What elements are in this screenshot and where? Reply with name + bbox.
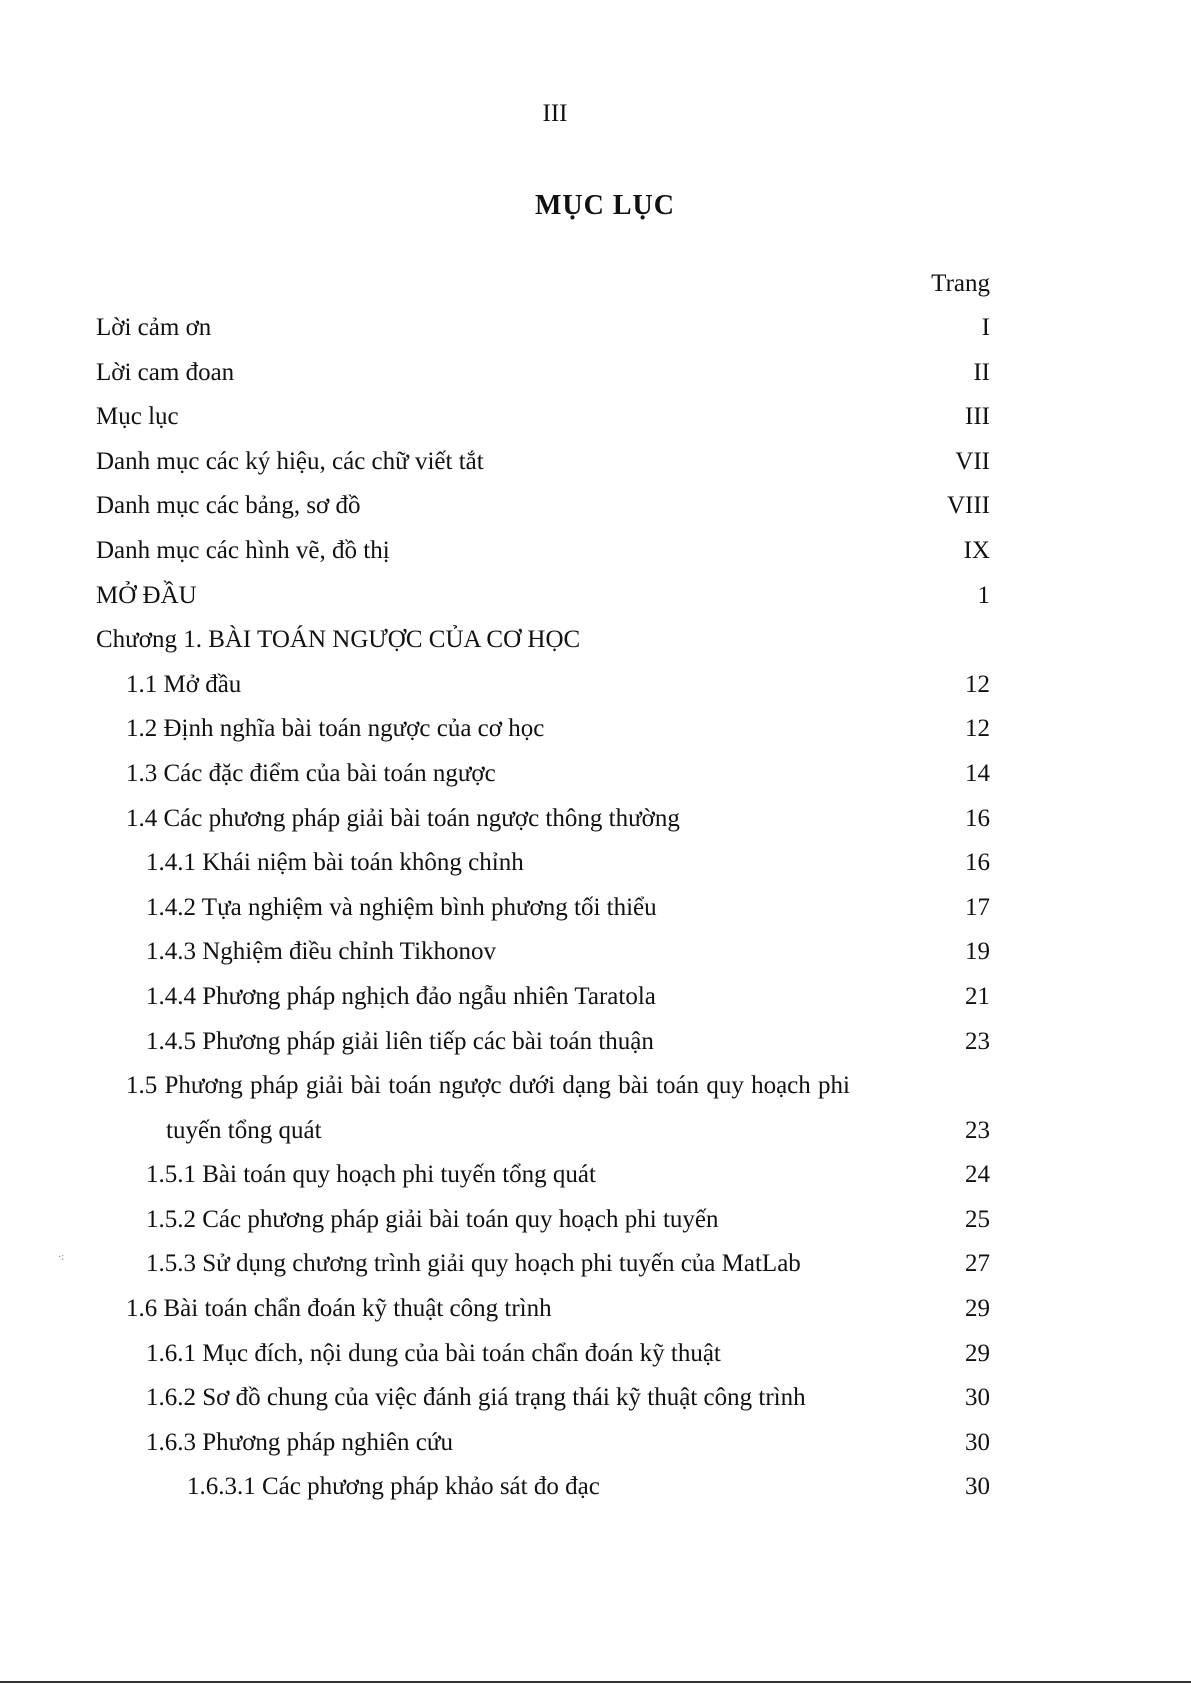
toc-entry-1-6-1	[96, 1332, 990, 1377]
toc-entry-1-4	[96, 797, 990, 842]
toc-entry-1-2	[96, 707, 990, 752]
toc-entry-page: 29	[965, 1339, 990, 1367]
toc-entry-ky-hieu	[96, 440, 990, 485]
toc-entry-text: 1.1 Mở đầu	[126, 670, 242, 698]
toc-entry-text: 1.4.1 Khái niệm bài toán không chỉnh	[146, 849, 524, 877]
toc-entry-hinh-ve	[96, 529, 990, 574]
toc-entry-1-6-3-1	[96, 1465, 990, 1510]
toc-entry-text: 1.6 Bài toán chẩn đoán kỹ thuật công trình	[126, 1295, 552, 1323]
toc-entry-page: 24	[965, 1161, 990, 1189]
toc-entry-page: VIII	[946, 492, 990, 520]
toc-entry-page: 29	[965, 1295, 990, 1323]
toc-entry-text: 1.4.3 Nghiệm điều chỉnh Tikhonov	[146, 938, 497, 966]
toc-entry-page: 12	[965, 670, 990, 698]
toc-entry-page: 30	[965, 1384, 990, 1412]
toc-entry-page: 30	[965, 1428, 990, 1456]
toc-entry-loi-cam-on	[96, 306, 990, 351]
toc-entry-text: 1.2 Định nghĩa bài toán ngược của cơ học	[126, 715, 545, 743]
page-column-header: Trang	[931, 270, 990, 297]
toc-entry-page: 1	[977, 581, 990, 609]
toc-entry-1-5	[96, 1064, 990, 1153]
toc-entry-text: 1.4.5 Phương pháp giải liên tiếp các bài toán thuận	[146, 1027, 654, 1055]
toc-entry-1-4-3	[96, 930, 990, 975]
toc-entry-text: Danh mục các bảng, sơ đồ	[96, 492, 361, 520]
toc-entry-text: 1.4 Các phương pháp giải bài toán ngược thông thường	[126, 804, 680, 832]
toc-entry-text: 1.3 Các đặc điểm của bài toán ngược	[126, 759, 496, 787]
toc-entry-page: 19	[965, 938, 990, 966]
toc-entry-1-1	[96, 663, 990, 708]
toc-entry-1-5-1	[96, 1153, 990, 1198]
toc-entry-page: 25	[965, 1205, 990, 1233]
toc-entry-text: 1.6.1 Mục đích, nội dung của bài toán chẩn đoán kỹ thuật	[146, 1339, 721, 1367]
toc-entry-text: 1.4.4 Phương pháp nghịch đảo ngẫu nhiên Taratola	[146, 982, 656, 1010]
toc-entry-text: 1.6.3.1 Các phương pháp khảo sát đo đạc	[187, 1473, 600, 1501]
toc-entry-mo-dau	[96, 574, 990, 619]
toc-entry-1-5-3	[96, 1242, 990, 1287]
toc-entry-1-6-2	[96, 1376, 990, 1421]
toc-entry-text: 1.5.2 Các phương pháp giải bài toán quy hoạch phi tuyến	[146, 1205, 719, 1233]
toc-entry-page: 30	[965, 1473, 990, 1501]
toc-entry-text: Danh mục các hình vẽ, đồ thị	[96, 536, 390, 564]
toc-entry-page: I	[981, 314, 990, 341]
toc-entry-page: II	[973, 358, 990, 386]
toc-entry-1-4-2	[96, 886, 990, 931]
toc-entry-text: 1.6.2 Sơ đồ chung của việc đánh giá trạng thái kỹ thuật công trình	[146, 1384, 806, 1412]
toc-entry-1-4-5	[96, 1020, 990, 1065]
toc-entry-1-4-1	[96, 841, 990, 886]
toc-entry-1-6	[96, 1287, 990, 1332]
toc-entry-text: Danh mục các ký hiệu, các chữ viết tắt	[96, 447, 484, 475]
toc-entry-text: 1.5 Phương pháp giải bài toán ngược dưới dạng bài toán quy hoạch phi tuyến tổng quát	[126, 1072, 850, 1144]
toc-entry-page: 21	[965, 982, 990, 1010]
toc-entry-text: Mục lục	[96, 403, 179, 431]
page-number: III	[542, 100, 568, 127]
toc-entry-page: 23	[965, 1116, 990, 1144]
toc-entry-1-5-2	[96, 1198, 990, 1243]
toc-entry-text: 1.5.3 Sử dụng chương trình giải quy hoạch phi tuyến của MatLab	[146, 1250, 801, 1278]
toc-entry-1-3	[96, 752, 990, 797]
toc-entry-page: 16	[965, 849, 990, 877]
toc-entry-page: 23	[965, 1027, 990, 1055]
toc-entry-page: 17	[965, 893, 990, 921]
toc-entry-page: VII	[955, 447, 990, 475]
toc-entry-muc-luc	[96, 395, 990, 440]
toc-entry-page: 12	[965, 715, 990, 743]
toc-entry-1-4-4	[96, 975, 990, 1020]
scan-artifact-mark: ·:	[58, 1252, 65, 1263]
toc-entry-text: MỞ ĐẦU	[96, 581, 197, 609]
table-of-contents	[96, 306, 990, 1510]
toc-entry-page: IX	[963, 536, 990, 564]
toc-entry-page: 14	[965, 759, 990, 787]
toc-entry-text: 1.6.3 Phương pháp nghiên cứu	[146, 1428, 453, 1456]
toc-entry-page: 27	[965, 1250, 990, 1278]
toc-entry-1-6-3	[96, 1421, 990, 1466]
page-bottom-edge	[0, 1681, 1191, 1683]
toc-entry-chapter-1	[96, 618, 990, 663]
toc-entry-page: 16	[965, 804, 990, 832]
toc-entry-text: Chương 1. BÀI TOÁN NGƯỢC CỦA CƠ HỌC	[96, 626, 581, 654]
toc-entry-text: 1.4.2 Tựa nghiệm và nghiệm bình phương tối thiểu	[146, 893, 657, 921]
toc-entry-page: III	[965, 403, 990, 431]
toc-entry-text: Lời cảm ơn	[96, 314, 212, 341]
toc-entry-text: 1.5.1 Bài toán quy hoạch phi tuyến tổng quát	[146, 1161, 596, 1189]
toc-entry-bang-so-do	[96, 484, 990, 529]
toc-entry-loi-cam-doan	[96, 351, 990, 396]
toc-entry-text: Lời cam đoan	[96, 358, 235, 386]
toc-title: MỤC LỤC	[535, 190, 675, 221]
